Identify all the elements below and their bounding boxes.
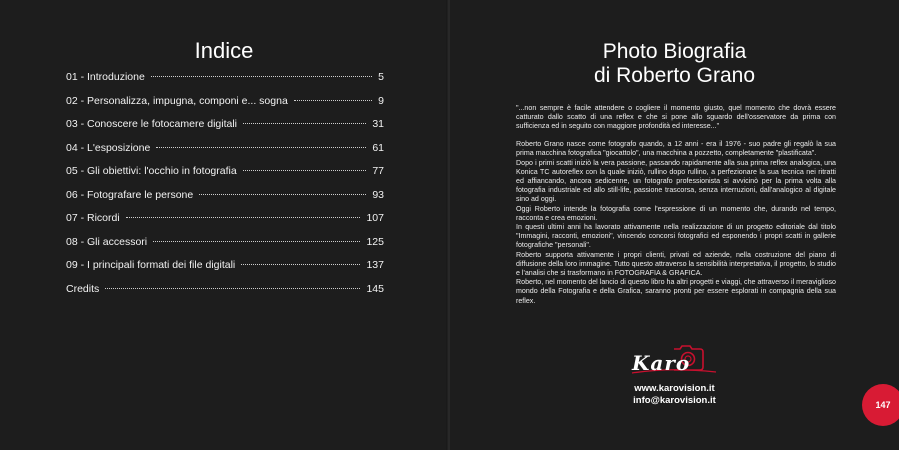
toc-entry-page: 137: [366, 259, 384, 271]
karo-logo: [630, 343, 720, 377]
toc-dot-leader: [153, 241, 360, 242]
toc-dot-leader: [199, 194, 366, 195]
bio-title-line-1: Photo Biografia: [602, 40, 747, 63]
logo-wordmark: Karo: [632, 351, 691, 375]
toc-entry[interactable]: [66, 235, 384, 259]
bio-paragraph: In questi ultimi anni ha lavorato attivamente nella realizzazione di un progetto editoriale dal titolo "Immagini, racconti, emozioni", vincendo concorsi fotografici ed esponendo i propri scatti in gallerie fotografiche "personali".: [516, 222, 836, 250]
toc-entry-title: 07 - Ricordi: [66, 212, 120, 224]
toc-entry-page: 9: [378, 94, 384, 107]
toc-entry[interactable]: [66, 211, 384, 235]
toc-entry-page: 31: [372, 118, 384, 130]
right-page: [450, 0, 899, 450]
toc-entry-page: 5: [378, 71, 384, 83]
toc-entry[interactable]: [66, 141, 384, 165]
index-title: Indice: [194, 38, 254, 63]
bio-title-line-2: di Roberto Grano: [593, 64, 756, 87]
toc-entry-title: 05 - Gli obiettivi: l'occhio in fotografia: [66, 165, 237, 177]
toc-dot-leader: [294, 100, 372, 101]
bio-paragraph: Oggi Roberto intende la fotografia come l'espressione di un momento che, durando nel tempo, racconta e crea emozioni.: [516, 204, 836, 222]
toc-entry[interactable]: [66, 188, 384, 212]
toc-dot-leader: [156, 147, 366, 148]
toc-entry[interactable]: [66, 94, 384, 118]
toc-entry-title: Credits: [66, 282, 100, 295]
toc-entry-title: 08 - Gli accessori: [66, 235, 148, 248]
toc-entry-page: 107: [366, 212, 384, 224]
toc-entry-title: 09 - I principali formati dei file digitali: [66, 259, 236, 271]
toc-dot-leader: [243, 123, 366, 124]
website-link[interactable]: www.karovision.it: [634, 383, 715, 394]
bio-text: [516, 104, 836, 306]
toc-entry-page: 93: [372, 188, 384, 201]
toc-entry[interactable]: [66, 258, 384, 282]
toc-entry-title: 04 - L'esposizione: [66, 141, 151, 154]
toc-entry[interactable]: [66, 70, 384, 94]
toc-entry-title: 01 - Introduzione: [66, 71, 145, 83]
toc-entry-page: 61: [372, 141, 384, 154]
page-number-badge: 147: [862, 384, 899, 426]
toc-dot-leader: [243, 170, 367, 171]
bio-paragraph: Roberto supporta attivamente i propri clienti, privati ed aziende, nella costruzione del piano di diffusione della loro immagine. Tutto questo attraverso la sensibilità interpretativa, il progetto, lo studio e l'analisi che si trasformano in FOTOGRAFIA & GRAFICA.: [516, 250, 836, 277]
toc-entry[interactable]: [66, 282, 384, 306]
bio-paragraph: Roberto, nel momento del lancio di questo libro ha altri progetti e viaggi, che attraverso il meraviglioso mondo della Fotografia e della Grafica, saranno pronti per essere esplorati in compagnia della sua reflex.: [516, 278, 836, 305]
toc-entry-title: 06 - Fotografare le persone: [66, 188, 194, 201]
table-of-contents: [66, 70, 384, 305]
toc-entry-title: 03 - Conoscere le fotocamere digitali: [66, 118, 238, 130]
bio-paragraph: Roberto Grano nasce come fotografo quando, a 12 anni - era il 1976 - suo padre gli regalò la sua prima macchina fotografica "giocattolo", una macchina a pozzetto, completamente "plastificata".: [516, 140, 836, 158]
email-link[interactable]: info@karovision.it: [633, 395, 716, 406]
toc-entry[interactable]: [66, 117, 384, 141]
toc-entry-page: 145: [366, 282, 384, 295]
toc-dot-leader: [126, 217, 361, 218]
bio-paragraph: Dopo i primi scatti iniziò la vera passione, passando rapidamente alla sua prima reflex analogica, una Konica TC autoreflex con la quale iniziò, rullino dopo rullino, a perfezionare la sua tecnica nei ritratti ed affiancando, ancora sedicenne, un fotografo professionista si avvicinò per la prima volta alla fotografia industriale ed allo still-life, passione trascorsa, senza interruzioni, dall'analogico al digitale sino ad oggi.: [516, 158, 836, 204]
toc-entry[interactable]: [66, 164, 384, 188]
left-page: [0, 0, 448, 450]
bio-title: [450, 40, 899, 88]
toc-dot-leader: [151, 76, 372, 77]
toc-entry-page: 77: [372, 165, 384, 177]
toc-dot-leader: [241, 264, 360, 265]
toc-entry-title: 02 - Personalizza, impugna, componi e... sogna: [66, 94, 288, 107]
toc-entry-page: 125: [366, 235, 384, 248]
toc-dot-leader: [105, 288, 360, 289]
bio-quote: "...non sempre è facile attendere o cogliere il momento giusto, quel momento che dovrà essere catturato dallo scatto di una reflex e che si pone allo sguardo dell'osservatore da prima con sufficienza ed in seguito con maggiore profondità ed interesse...": [516, 104, 836, 131]
